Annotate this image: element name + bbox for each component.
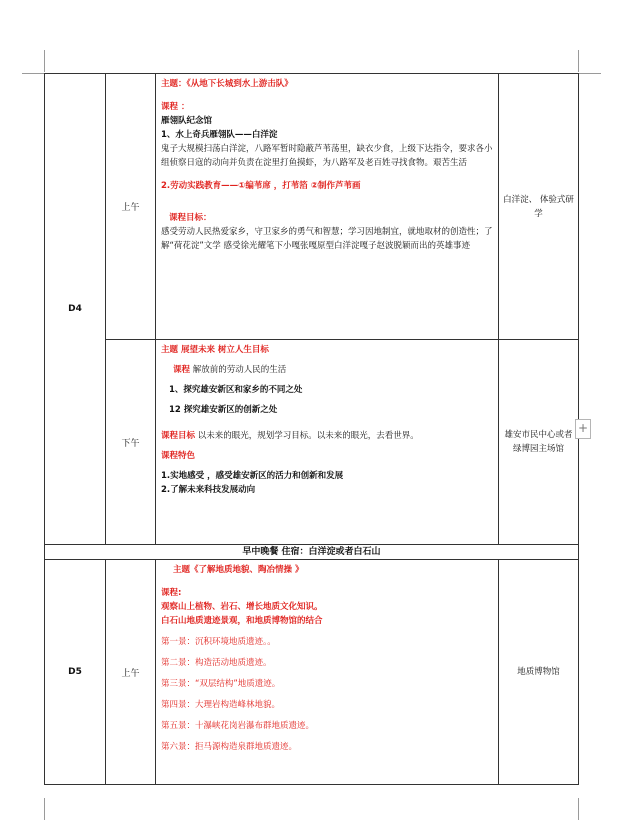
course-line: 观察山上植物、岩石、增长地质文化知识。 <box>161 602 323 612</box>
scene-item: 第二景：构造活动地质遗迹。 <box>161 658 272 668</box>
course-line: 白石山地质遗迹景观，和地质博物馆的结合 <box>161 616 323 626</box>
location-cell <box>499 340 579 545</box>
course-text: 解放前的劳动人民的生活 <box>190 365 287 375</box>
activity-text: 2.劳动实践教育——①编苇席 ，打苇箔 ②制作芦苇画 <box>161 181 361 191</box>
feature-item: 2.了解未来科技发展动向 <box>161 485 256 495</box>
goal-label: 课程目标 <box>161 431 196 441</box>
feature-label: 课程特色 <box>161 451 196 461</box>
item-title: 12 探究雄安新区的创新之处 <box>169 405 278 415</box>
scene-list <box>161 628 494 754</box>
location-line: 雄安市民中心或者 <box>504 430 573 440</box>
course-label: 课程 ： <box>161 102 190 112</box>
location-line: 绿博园主场馆 <box>512 444 564 454</box>
crop-mark <box>578 798 579 820</box>
crop-mark <box>44 798 45 820</box>
crop-mark <box>22 73 44 74</box>
course-label: 课程 <box>173 365 191 375</box>
table-row <box>45 560 579 785</box>
goal-text: 以未来的眼光，规划学习目标。以未来的眼光，去看世界。 <box>195 431 419 441</box>
expand-plus-button[interactable]: + <box>575 419 591 439</box>
table-row <box>45 340 579 545</box>
scene-item: 第三景：“双层结构”地质遗迹。 <box>161 679 281 689</box>
crop-mark <box>578 50 579 72</box>
schedule-table <box>44 73 579 785</box>
course-content <box>156 560 499 785</box>
scene-item: 第六景：拒马源构造泉群地质遗迹。 <box>161 742 298 752</box>
scene-item: 第一景：沉积环境地质遗迹。。 <box>161 637 276 647</box>
item-description: 鬼子大规模扫荡白洋淀，八路军暂时隐蔽芦苇荡里，缺衣少食，上级下达指令，要求各小组侦察日寇的动向并负责在淀里打鱼摸虾，为八路军及老百姓寻找食物。艰苦生活 <box>161 144 493 168</box>
crop-mark <box>579 73 601 74</box>
time-slot-label: 下午 <box>106 340 156 545</box>
theme-title: 主题 展望未来 树立人生目标 <box>161 345 269 355</box>
goal-label: 课程目标： <box>169 213 212 223</box>
table-row <box>45 545 579 560</box>
location-cell: 地质博物馆 <box>499 560 579 785</box>
theme-title: 主题《了解地质地貌、陶冶情操 》 <box>173 565 304 575</box>
course-content <box>156 74 499 340</box>
meals-lodging: 早中晚餐 住宿：白洋淀或者白石山 <box>45 545 579 560</box>
item-title: 1、探究雄安新区和家乡的不同之处 <box>169 385 303 395</box>
day-label: D5 <box>45 560 106 785</box>
scene-item: 第四景：大理岩构造峰林地貌。 <box>161 700 281 710</box>
theme-title: 主题：《从地下长城到水上游击队》 <box>161 79 293 89</box>
item-title: 1、水上奇兵雁翎队——白洋淀 <box>161 130 278 140</box>
venue-name: 雁翎队纪念馆 <box>161 116 213 126</box>
scene-item: 第五景：十瀑峡花岗岩瀑布群地质遗迹。 <box>161 721 315 731</box>
crop-mark <box>44 50 45 72</box>
time-slot-label: 上午 <box>106 560 156 785</box>
time-slot-label: 上午 <box>106 74 156 340</box>
location-cell: 白洋淀、 体验式研学 <box>499 74 579 340</box>
goal-text: 感受劳动人民热爱家乡，守卫家乡的勇气和智慧；学习因地制宜，就地取材的创造性；了解“荷花淀”文学 感受徐光耀笔下小嘎张嘎原型白洋淀嘎子赵波脱颖而出的英雄事迹 <box>161 227 493 251</box>
course-label: 课程: <box>161 588 182 598</box>
table-row <box>45 74 579 340</box>
day-label: D4 <box>45 74 106 545</box>
course-content <box>156 340 499 545</box>
feature-item: 1.实地感受 ，感受雄安新区的活力和创新和发展 <box>161 471 344 481</box>
